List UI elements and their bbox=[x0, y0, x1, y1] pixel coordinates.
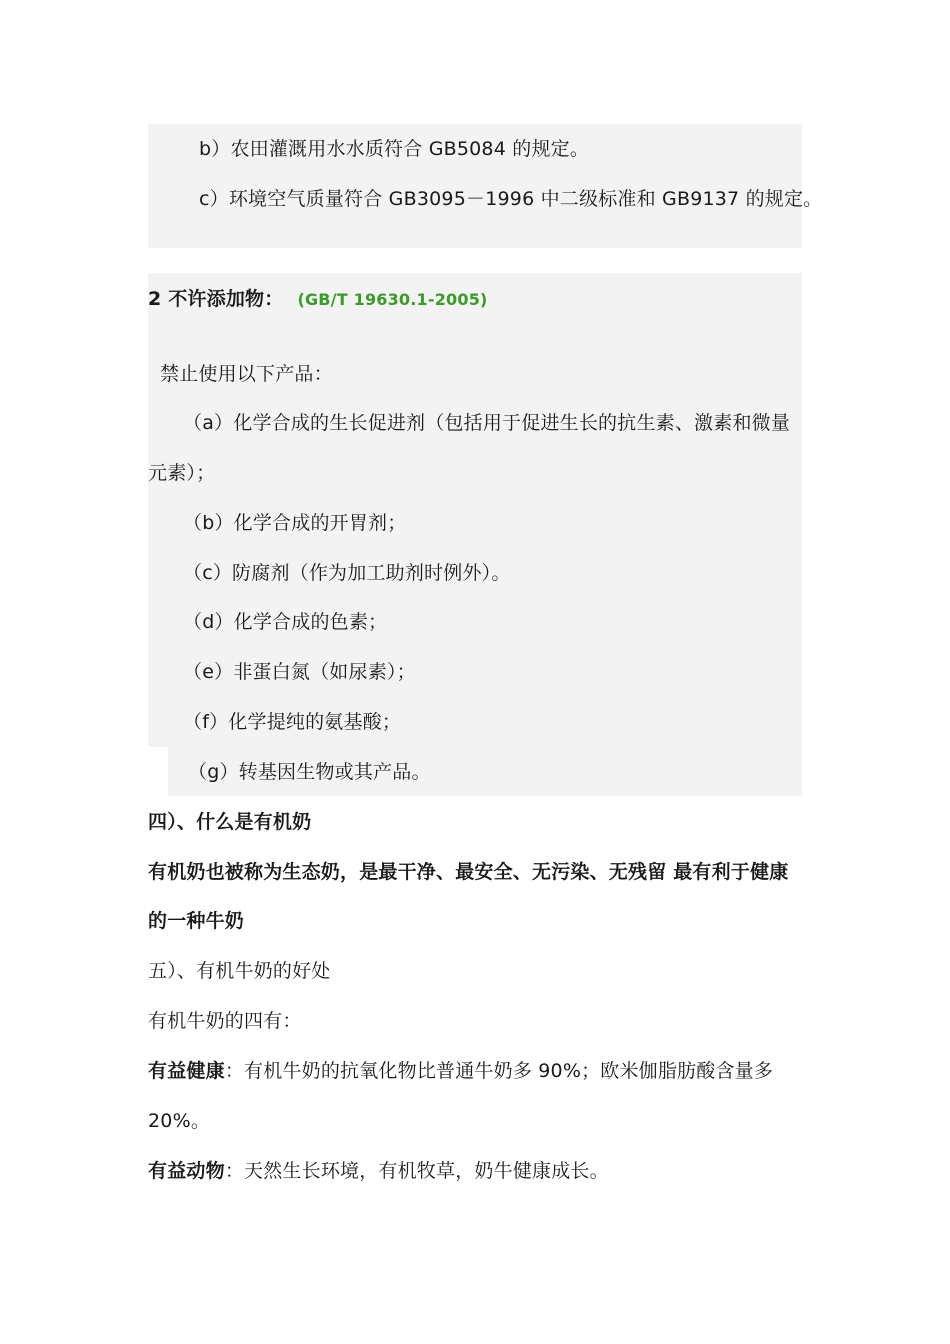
benefit-health-label: 有益健康 bbox=[148, 1060, 225, 1082]
standard-reference: (GB/T 19630.1-2005) bbox=[297, 290, 488, 309]
requirement-c: c）环境空气质量符合 GB3095－1996 中二级标准和 GB9137 的规定。 bbox=[199, 188, 823, 210]
section-four-heading: 四）、什么是有机奶 bbox=[148, 811, 312, 833]
organic-milk-definition: 有机奶也被称为生态奶，是最干净、最安全、无污染、无残留 最有利于健康 bbox=[148, 861, 789, 883]
prohibited-item-e: （e）非蛋白氮（如尿素）； bbox=[183, 661, 416, 683]
benefit-animal-text: ：天然生长环境，有机牧草，奶牛健康成长。 bbox=[224, 1160, 609, 1182]
prohibited-item-a-cont: 元素）； bbox=[148, 462, 216, 484]
benefit-animal-row bbox=[148, 1158, 609, 1184]
prohibited-item-g: （g）转基因生物或其产品。 bbox=[188, 761, 431, 783]
prohibited-item-a: （a）化学合成的生长促进剂（包括用于促进生长的抗生素、激素和微量 bbox=[183, 412, 791, 434]
additives-heading: 2 不许添加物： bbox=[148, 288, 284, 310]
benefit-animal-label: 有益动物 bbox=[148, 1160, 225, 1182]
organic-milk-definition-cont: 的一种牛奶 bbox=[148, 910, 245, 932]
prohibited-item-f: （f）化学提纯的氨基酸； bbox=[183, 711, 402, 733]
section-five-heading: 五）、有机牛奶的好处 bbox=[148, 960, 331, 982]
benefit-health-text: ：有机牛奶的抗氧化物比普通牛奶多 90%；欧米伽脂肪酸含量多 bbox=[224, 1060, 774, 1082]
prohibited-item-d: （d）化学合成的色素； bbox=[183, 611, 388, 633]
benefit-health-cont: 20%。 bbox=[148, 1110, 211, 1132]
requirement-b: b）农田灌溉用水水质符合 GB5084 的规定。 bbox=[199, 138, 590, 160]
four-benefits-intro: 有机牛奶的四有： bbox=[148, 1010, 302, 1032]
prohibited-item-c: （c）防腐剂（作为加工助剂时例外）。 bbox=[183, 562, 511, 584]
additives-heading-row bbox=[148, 286, 488, 313]
prohibited-intro: 禁止使用以下产品： bbox=[160, 363, 333, 385]
benefit-health-row bbox=[148, 1058, 773, 1084]
prohibited-item-b: （b）化学合成的开胃剂； bbox=[183, 512, 407, 534]
